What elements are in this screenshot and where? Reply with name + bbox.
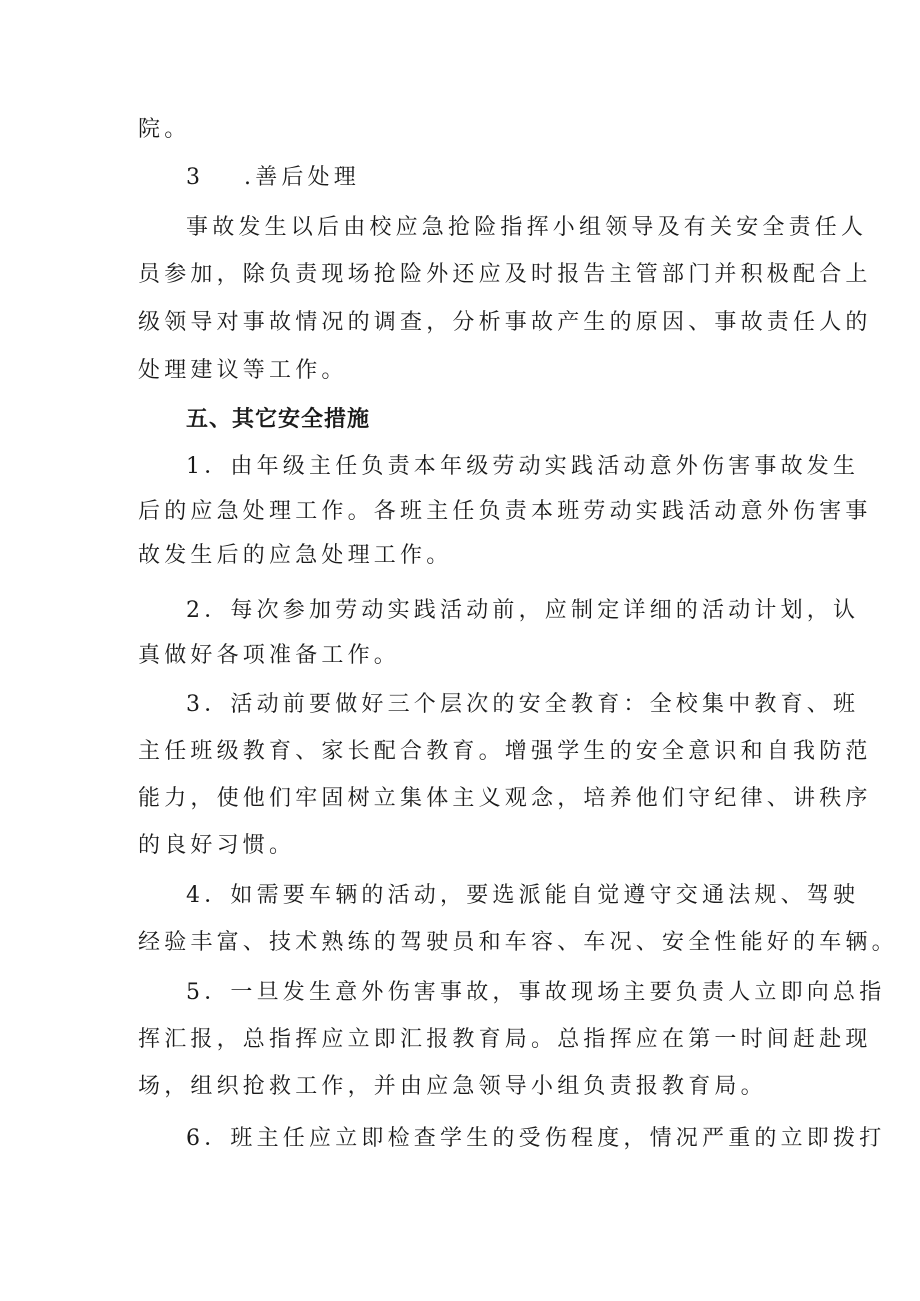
item-3-line: 能力，使他们牢固树立集体主义观念，培养他们守纪律、讲秩序 [138, 786, 872, 811]
section-heading: 五、其它安全措施 [186, 407, 371, 432]
item-5-line: 5．一旦发生意外伤害事故，事故现场主要负责人立即向总指 [186, 980, 886, 1005]
paragraph-line: 处理建议等工作。 [138, 358, 348, 383]
item-6-line: 6．班主任应立即检查学生的受伤程度，情况严重的立即拨打 [186, 1126, 886, 1151]
item-1-line: 故发生后的应急处理工作。 [138, 543, 453, 568]
subheading-number: 3 [186, 165, 205, 190]
item-3-line: 3．活动前要做好三个层次的安全教育：全校集中教育、班 [186, 692, 860, 717]
paragraph-line: 级领导对事故情况的调查，分析事故产生的原因、事故责任人的 [138, 310, 872, 335]
subheading-aftermath [186, 163, 360, 193]
item-2-line: 2．每次参加劳动实践活动前，应制定详细的活动计划，认 [186, 598, 860, 623]
paragraph-line: 员参加，除负责现场抢险外还应及时报告主管部门并积极配合上 [138, 262, 872, 287]
subheading-text: .善后处理 [244, 165, 360, 190]
paragraph-line: 事故发生以后由校应急抢险指挥小组领导及有关安全责任人 [186, 215, 868, 240]
item-3-line: 的良好习惯。 [138, 833, 296, 858]
top-fragment: 院。 [138, 117, 191, 142]
item-5-line: 挥汇报，总指挥应立即汇报教育局。总指挥应在第一时间赶赴现 [138, 1027, 872, 1052]
item-2-line: 真做好各项准备工作。 [138, 643, 401, 668]
item-4-line: 经验丰富、技术熟练的驾驶员和车容、车况、安全性能好的车辆。 [138, 930, 898, 955]
item-5-line: 场，组织抢救工作，并由应急领导小组负责报教育局。 [138, 1074, 767, 1099]
item-3-line: 主任班级教育、家长配合教育。增强学生的安全意识和自我防范 [138, 739, 872, 764]
item-1-line: 后的应急处理工作。各班主任负责本班劳动实践活动意外伤害事 [138, 499, 872, 524]
item-4-line: 4．如需要车辆的活动，要选派能自觉遵守交通法规、驾驶 [186, 883, 860, 908]
item-1-line: 1．由年级主任负责本年级劳动实践活动意外伤害事故发生 [186, 454, 860, 479]
